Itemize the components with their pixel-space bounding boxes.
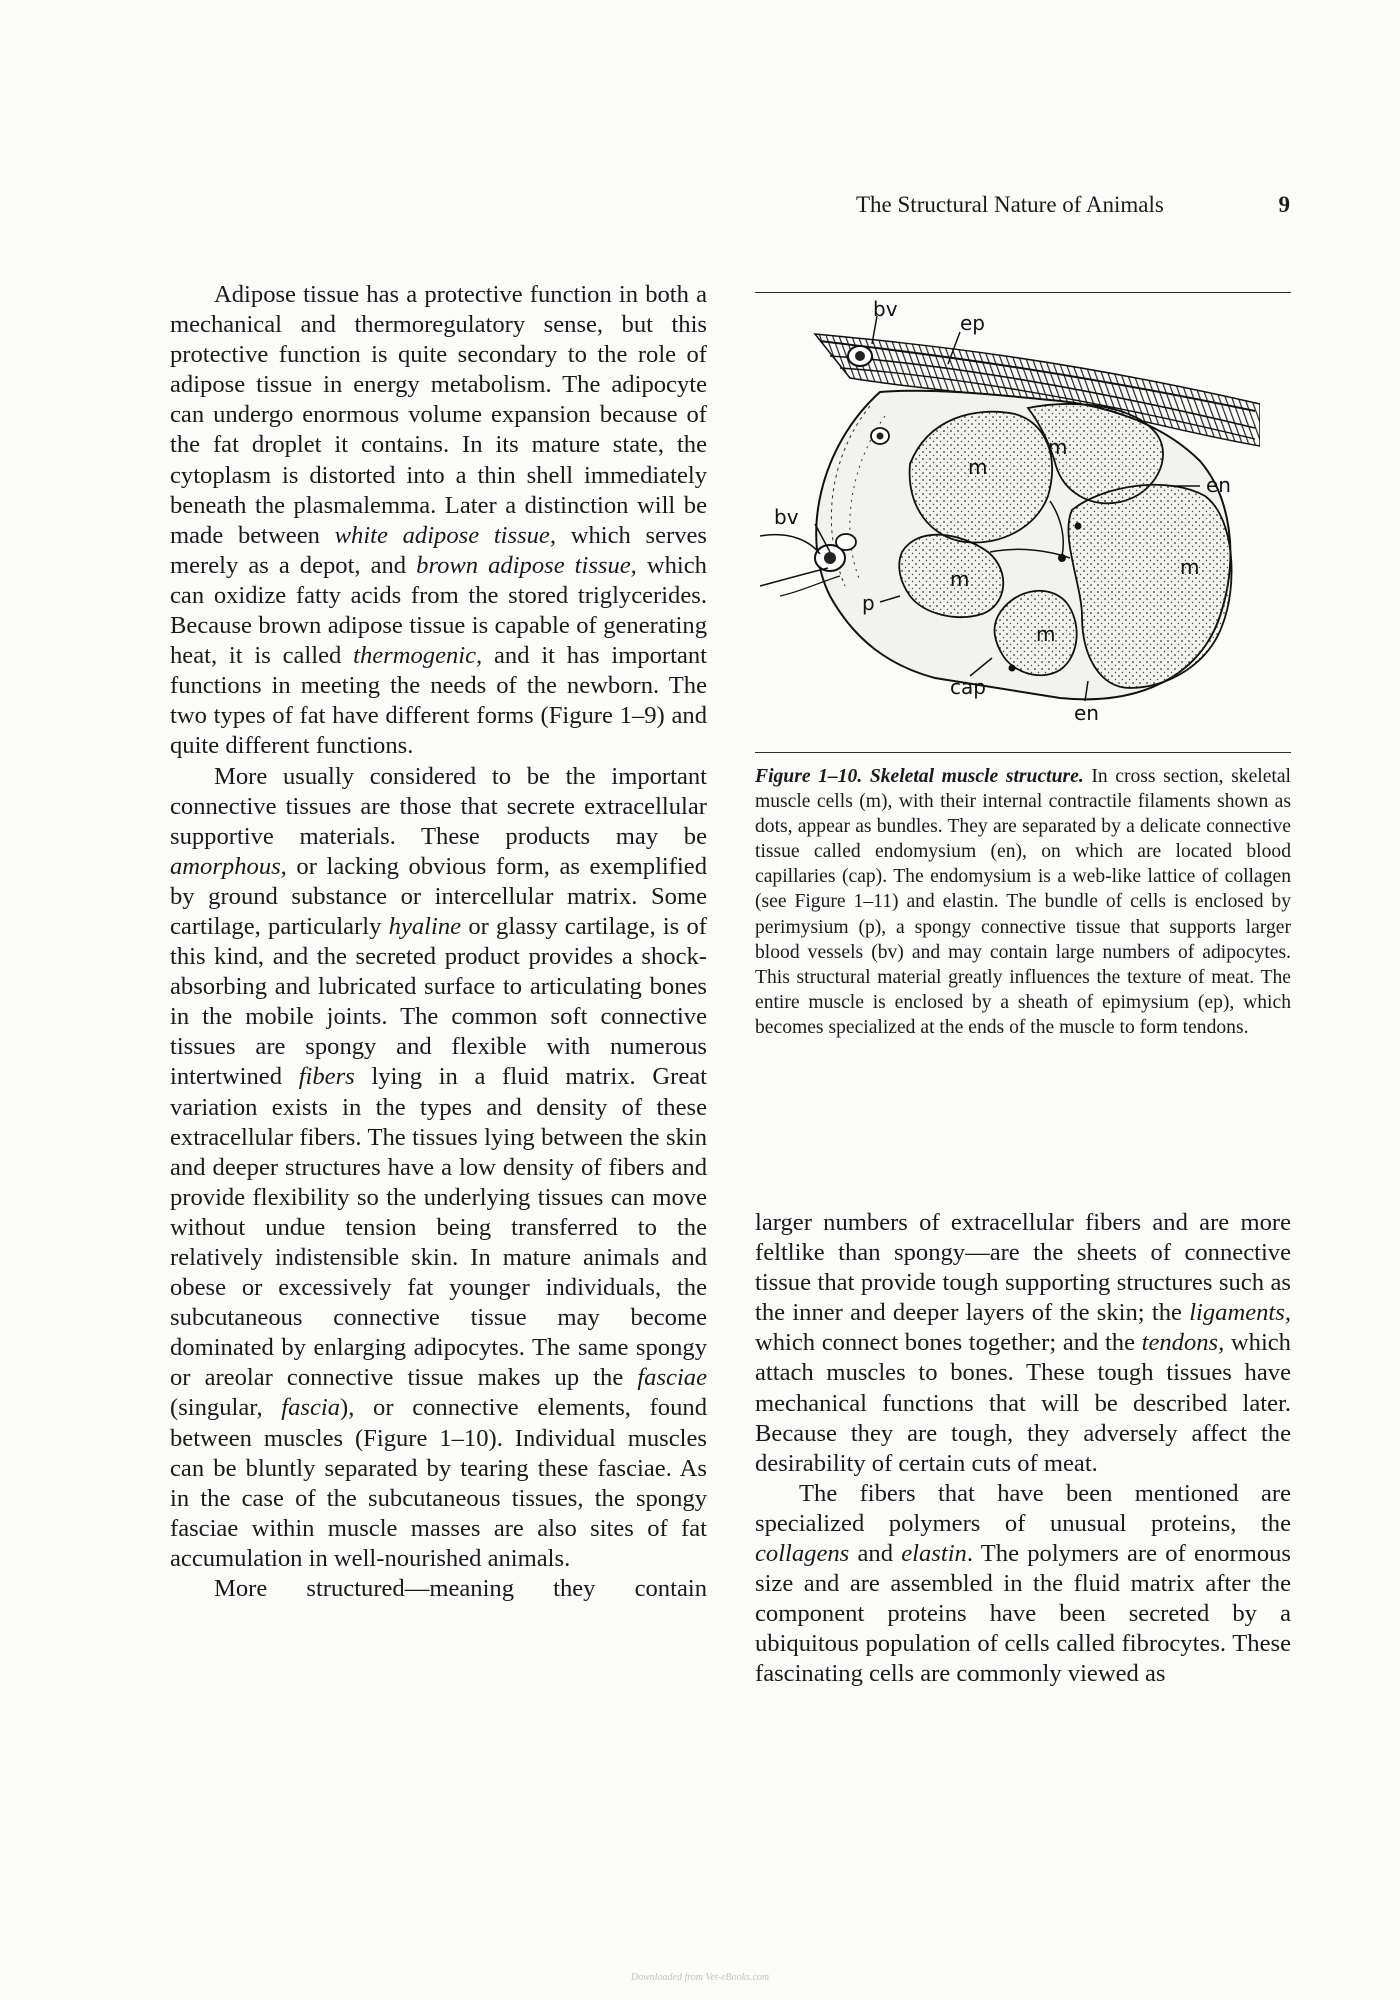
label-m5: m <box>1036 622 1056 646</box>
figure-caption <box>755 764 1291 1040</box>
term-fascia: fascia <box>281 1394 341 1422</box>
term-hyaline: hyaline <box>388 912 462 940</box>
figure-drawing <box>760 296 1260 730</box>
caption-title: Figure 1–10. Skeletal muscle structure. <box>755 766 1084 787</box>
right-column <box>755 1208 1291 1690</box>
label-bv-top: bv <box>873 297 898 321</box>
paragraph-adipose <box>170 280 707 762</box>
figure-top-rule <box>755 292 1291 293</box>
label-p: p <box>862 591 875 615</box>
term-ligaments: ligaments, <box>1189 1299 1291 1327</box>
term-fasciae: fasciae <box>637 1364 707 1392</box>
label-m3: m <box>1180 555 1200 579</box>
term-fibers: fibers <box>298 1063 355 1091</box>
label-cap: cap <box>950 675 986 699</box>
running-title: The Structural Nature of Animals <box>856 192 1164 217</box>
term-thermogenic: thermogenic, <box>353 642 483 670</box>
text-run: which attach muscles to bones. These tough tissues have mechanical functions that will be described later. Because they are tough, they adversely affect the desirability of certain cuts of meat. <box>755 1329 1291 1477</box>
paragraph-connective <box>170 762 707 1575</box>
text-run: (singular, <box>170 1394 282 1422</box>
paragraph-feltlike <box>755 1208 1291 1479</box>
label-m2: m <box>968 455 988 479</box>
term-amorphous: amorphous, <box>170 852 287 880</box>
term-tendons: tendons, <box>1141 1329 1225 1357</box>
term-brown-adipose: brown adipose tissue, <box>416 551 637 579</box>
text-run: Adipose tissue has a protective function in both a mechanical and thermoregulatory sense, but this protective function is quite secondary to the role of adipose tissue in energy metabolism. The adipocyte can undergo enormous volume expansion because of the fat droplet it contains. In its mature state, the cytoplasm is distorted into a thin shell immediately beneath the plasmalemma. Later a distinction will be made between <box>170 281 707 549</box>
text-run: or lacking obvious form, as exemplified by ground substance or intercellular matrix. Some cartilage, particularly <box>170 852 707 940</box>
muscle-cell <box>1068 485 1231 688</box>
label-ep: ep <box>960 311 985 335</box>
text-run: and it has important functions in meeting the needs of the newborn. The two types of fat have different forms (Figure 1–9) and quite different functions. <box>170 642 707 760</box>
text-run: The fibers that have been mentioned are specialized polymers of unusual proteins, the <box>755 1479 1291 1537</box>
text-run: and <box>849 1540 902 1568</box>
text-run: or glassy cartilage, is of this kind, and the secreted product provides a shock-absorbing and lubricated surface to articulating bones in the mobile joints. The common soft connective tissues are spongy and flexible with numerous intertwined <box>170 912 707 1091</box>
download-footer: Downloaded from Vet-eBooks.com <box>630 1972 770 1983</box>
figure-bottom-rule <box>755 752 1291 753</box>
label-en-right: en <box>1206 473 1231 497</box>
running-header <box>856 192 1290 218</box>
term-elastin: elastin <box>901 1540 967 1568</box>
page-number: 9 <box>1278 192 1290 217</box>
paragraph-structured-start: More structured—meaning they contain <box>214 1575 707 1603</box>
text-run: larger numbers of extracellular fibers and are more feltlike than spongy—are the sheets of connective tissue that provide tough supporting structures such as the inner and deeper layers of the skin; the <box>755 1209 1291 1327</box>
text-run: which serves merely as a depot, and <box>170 521 707 579</box>
paragraph-fibers <box>755 1479 1291 1690</box>
label-bv-left: bv <box>774 505 799 529</box>
left-column <box>170 280 707 1604</box>
label-en-bottom: en <box>1074 701 1099 725</box>
text-run: which connect bones together; and the <box>755 1329 1142 1357</box>
term-white-adipose: white adipose tissue, <box>334 521 557 549</box>
text-run: lying in a fluid matrix. Great variation exists in the types and density of these extracellular fibers. The tissues lying between the skin and deeper structures have a low density of fibers and provide flexibility so the underlying tissues can move without undue tension being transferred to the relatively indistensible skin. In mature animals and obese or excessively fat younger individuals, the subcutaneous connective tissue may become dominated by enlarging adipocytes. The same spongy or areolar connective tissue makes up the <box>170 1063 708 1392</box>
label-m1: m <box>1048 435 1068 459</box>
term-collagens: collagens <box>755 1540 850 1568</box>
label-m4: m <box>950 567 970 591</box>
text-run: which can oxidize fatty acids from the stored triglycerides. Because brown adipose tissue is capable of generating heat, it is called <box>170 551 707 670</box>
text-run: ), or connective elements, found between muscles (Figure 1–10). Individual muscles can be bluntly separated by tearing these fasciae. As in the case of the subcutaneous tissues, the spongy fasciae within muscle masses are also sites of fat accumulation in well-nourished animals. <box>170 1394 707 1572</box>
muscle-cross-section-figure <box>760 296 1260 730</box>
text-run: More usually considered to be the important connective tissues are those that secrete extracellular supportive materials. These products may be <box>170 762 707 850</box>
text-run: . The polymers are of enormous size and are assembled in the fluid matrix after the component proteins have been secreted by a ubiquitous population of cells called fibrocytes. These fascinating cells are commonly viewed as <box>755 1540 1291 1688</box>
caption-text: In cross section, skeletal muscle cells (m), with their internal contractile filaments shown as dots, appear as bundles. They are separated by a delicate connective tissue called endomysium (en), on which are located blood capillaries (cap). The endomysium is a web-like lattice of collagen (see Figure 1–11) and elastin. The bundle of cells is enclosed by perimysium (p), a spongy connective tissue that supports larger blood vessels (bv) and may contain large numbers of adipocytes. This structural material greatly influences the texture of meat. The entire muscle is enclosed by a sheath of epimysium (ep), which becomes specialized at the ends of the muscle to form tendons. <box>755 766 1291 1038</box>
